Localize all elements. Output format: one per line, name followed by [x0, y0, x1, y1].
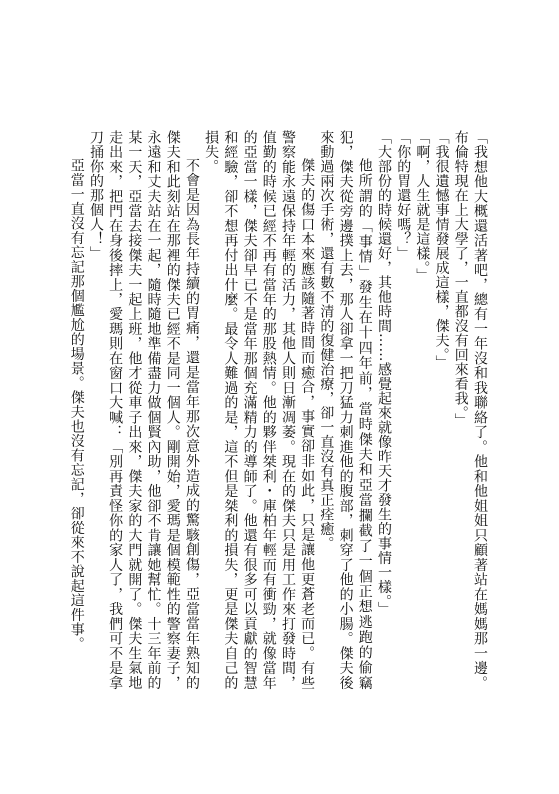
paragraph-3: 「啊，人生就是這樣。」	[414, 130, 431, 283]
paragraph-2: 「我很遺憾事情發展成這樣，傑夫。」	[433, 130, 450, 370]
body-text	[64, 130, 489, 690]
paragraph-1: 「我想他大概還活著吧，總有一年沒和我聯絡了。他和他姐姐只顧著站在媽媽那一邊。布倫特現在上大學了，一直都沒有回來看我。」	[452, 130, 488, 690]
paragraph-8: 不會是因為長年持續的胃痛，還是當年那次意外造成的驚駭創傷，亞當當年熟知的傑夫和此刻站在那裡的傑夫已經不是同一個人。剛開始，愛瑪是個模範性的警察妻子，永遠和丈夫站在一起，隨時隨地準備盡力做個賢內助，他卻不肯讓她幫忙。十三年前的某一天，亞當去接傑夫一起上班，他才從車子出來，傑夫家的大門就開了。傑夫生氣地走出來，把門在身後摔上，愛瑪則在窗口大喊：「別再責怪你的家人了，我們可不是拿刀捅你的那個人！」	[87, 130, 200, 690]
paragraph-6: 他所謂的「事情」發生在十四年前，當時傑夫和亞當攔截了一個正想逃跑的偷竊犯，傑夫從旁邊撲上去，那人卻拿一把刀猛力刺進他的腹部，刺穿了他的小腸。傑夫後來動過兩次手術，還有數不清的復健治療，卻一直沒有真正痊癒。	[318, 130, 373, 690]
paragraph-7: 傑夫的傷口本來應該隨著時間而癒合，事實卻非如此，只是讓他更蒼老而已。有些警察能永遠保持年輕的活力，其他人則日漸凋萎。現在的傑夫只是用工作來打發時間，值勤的時候已經不再有當年的那股熱情。他的夥伴桀利・庫柏年輕而有衝勁，就像當年的亞當一樣，傑夫卻早已不是當年那個充滿精力的導師了。他還有很多可以貢獻的智慧和經驗，卻不想再付出什麼。最令人難過的是，這不但是桀利的損失，更是傑夫自己的損失。	[203, 130, 316, 690]
paragraph-4: 「你的胃還好嗎？」	[395, 130, 412, 261]
paragraph-5: 「大部份的時候還好，其他時間……感覺起來就像昨天才發生的事情一樣。」	[375, 130, 392, 616]
paragraph-9: 亞當一直沒有忘記那個尷尬的場景。傑夫也沒有忘記，卻從來不說起這件事。	[68, 158, 85, 651]
